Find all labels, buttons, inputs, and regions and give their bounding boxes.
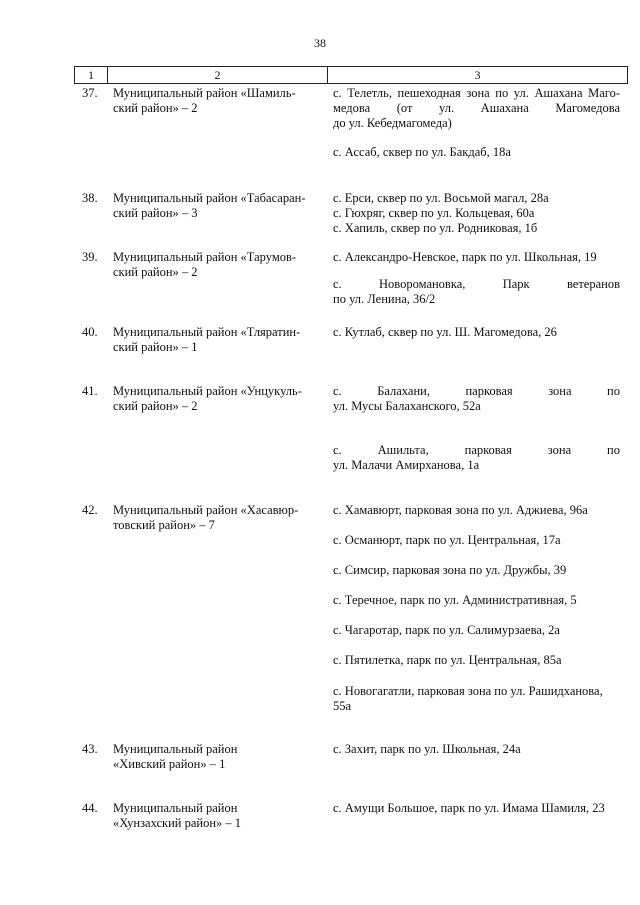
park-entry: с. Османюрт, парк по ул. Центральная, 17а [333,533,561,547]
district-name: Муниципальный район «Хасавюр- товский район» – 7 [113,503,299,532]
park-entry: с. Ассаб, сквер по ул. Бакдаб, 18а [333,145,511,159]
row-number: 43. [82,742,98,756]
park-entry: с. Кутлаб, сквер по ул. Ш. Магомедова, 26 [333,325,557,339]
park-entry: с. Новогагатли, парковая зона по ул. Рашидханова, 55а [333,684,603,713]
page-number: 38 [314,36,326,50]
row-number: 39. [82,250,98,264]
park-entry: с. Хамавюрт, парковая зона по ул. Аджиева, 96а [333,503,588,517]
row-number: 37. [82,86,98,100]
park-entry: с. Захит, парк по ул. Школьная, 24а [333,742,521,756]
row-number: 40. [82,325,98,339]
district-name: Муниципальный район «Хивский район» – 1 [113,742,238,771]
row-number: 41. [82,384,98,398]
park-entry: с. Хапиль, сквер по ул. Родниковая, 1б [333,221,538,235]
district-name: Муниципальный район «Хунзахский район» – 1 [113,801,242,830]
header-col-3: 3 [327,66,628,84]
row-number: 42. [82,503,98,517]
park-entry: с. Новоромановка, Парк ветеранов по ул. Ленина, 36/2 [333,277,620,306]
park-entry: с. Александро-Невское, парк по ул. Школьная, 19 [333,250,597,264]
district-name: Муниципальный район «Тарумов- ский район» – 2 [113,250,297,279]
header-col-2: 2 [107,66,328,84]
district-name: Муниципальный район «Шамиль- ский район» – 2 [113,86,296,115]
row-number: 44. [82,801,98,815]
park-entry: с. Амущи Большое, парк по ул. Имама Шамиля, 23 [333,801,605,815]
park-entry: с. Балахани, парковая зона по ул. Мусы Балаханского, 52а [333,384,620,413]
park-entry: с. Телетль, пешеходная зона по ул. Ашахана Маго- медова (от ул. Ашахана Магомедова до ул. Кебедмагомеда) [333,86,620,130]
park-entry: с. Симсир, парковая зона по ул. Дружбы, 39 [333,563,567,577]
district-name: Муниципальный район «Тляратин- ский район» – 1 [113,325,301,354]
park-entry: с. Теречное, парк по ул. Административная, 5 [333,593,577,607]
park-entry: с. Пятилетка, парк по ул. Центральная, 85а [333,653,562,667]
park-entry: с. Ерси, сквер по ул. Восьмой магал, 28а [333,191,549,205]
district-name: Муниципальный район «Унцукуль- ский район» – 2 [113,384,302,413]
park-entry: с. Ашильта, парковая зона по ул. Малачи Амирханова, 1а [333,443,620,472]
park-entry: с. Чагаротар, парк по ул. Салимурзаева, 2а [333,623,560,637]
header-col-1: 1 [74,66,108,84]
row-number: 38. [82,191,98,205]
district-name: Муниципальный район «Табасаран- ский район» – 3 [113,191,306,220]
park-entry: с. Гюхряг, сквер по ул. Кольцевая, 60а [333,206,535,220]
